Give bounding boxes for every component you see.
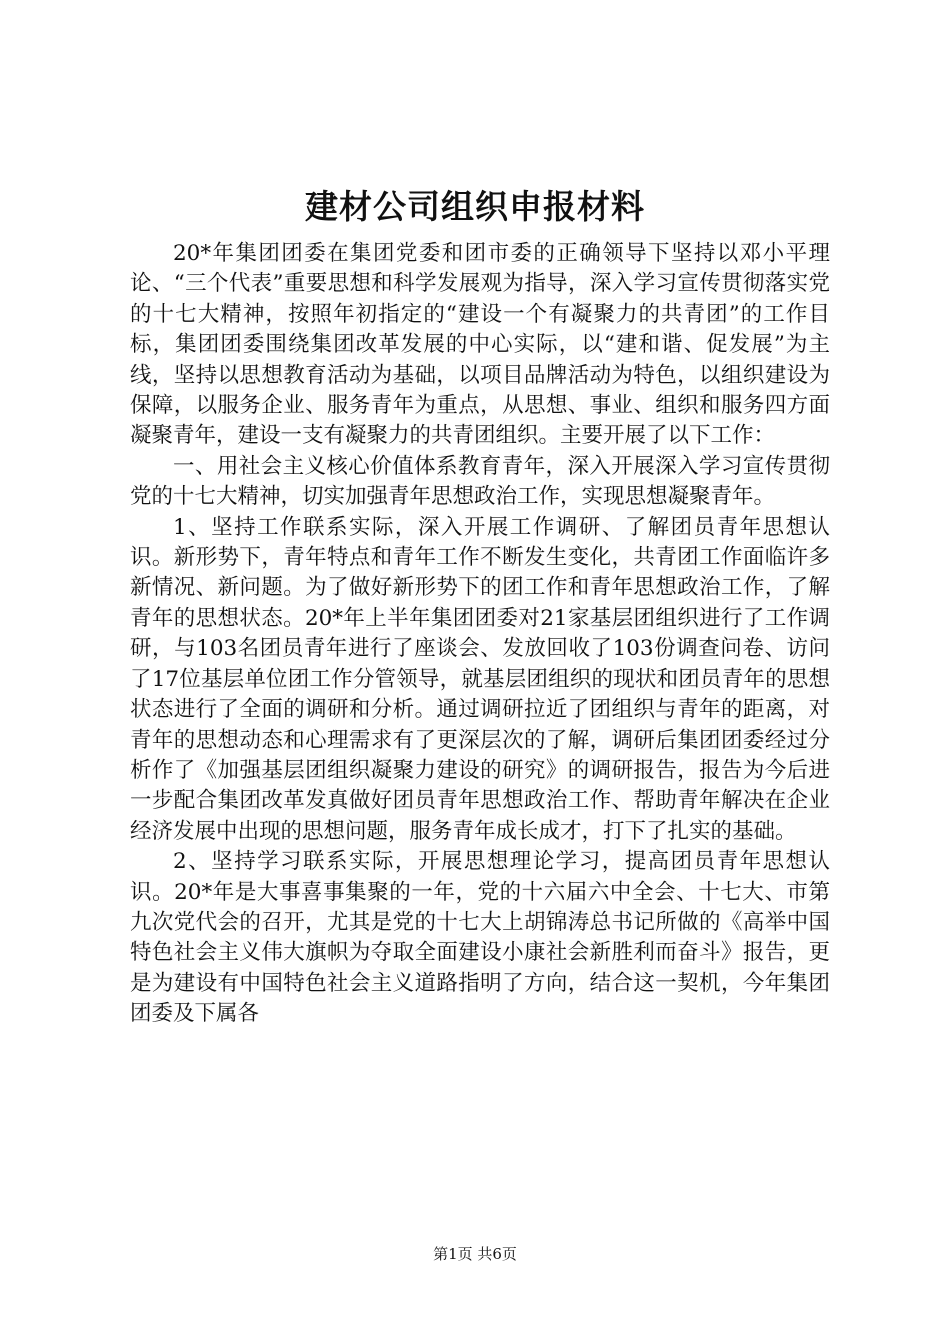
document-title: 建材公司组织申报材料 — [305, 187, 645, 226]
page-number-footer: 第1页 共6页 — [433, 1245, 517, 1263]
document-body — [130, 239, 830, 1030]
paragraph-section-1-heading: 一、用社会主义核心价值体系教育青年，深入开展深入学习宣传贯彻党的十七大精神，切实加强青年思想政治工作，实现思想凝聚青年。 — [130, 453, 830, 510]
paragraph-item-1: 1、坚持工作联系实际，深入开展工作调研、了解团员青年思想认识。新形势下，青年特点和青年工作不断发生变化，共青团工作面临许多新情况、新问题。为了做好新形势下的团工作和青年思想政治工作，了解青年的思想状态。20*年上半年集团团委对21家基层团组织进行了工作调研，与103名团员青年进行了座谈会、发放回收了103份调查问卷、访问了17位基层单位团工作分管领导，就基层团组织的现状和团员青年的思想状态进行了全面的调研和分析。通过调研拉近了团组织与青年的距离，对青年的思想动态和心理需求有了更深层次的了解，调研后集团团委经过分析作了《加强基层团组织凝聚力建设的研究》的调研报告，报告为今后进一步配合集团改革发真做好团员青年思想政治工作、帮助青年解决在企业经济发展中出现的思想问题，服务青年成长成才，打下了扎实的基础。 — [130, 514, 830, 844]
paragraph-intro: 20*年集团团委在集团党委和团市委的正确领导下坚持以邓小平理论、“三个代表”重要思想和科学发展观为指导，深入学习宣传贯彻落实党的十七大精神，按照年初指定的“建设一个有凝聚力的共青团”的工作目标，集团团委围绕集团改革发展的中心实际，以“建和谐、促发展”为主线，坚持以思想教育活动为基础，以项目品牌活动为特色，以组织建设为保障，以服务企业、服务青年为重点，从思想、事业、组织和服务四方面凝聚青年，建设一支有凝聚力的共青团组织。主要开展了以下工作： — [130, 241, 830, 449]
paragraph-item-2: 2、坚持学习联系实际，开展思想理论学习，提高团员青年思想认识。20*年是大事喜事集聚的一年，党的十六届六中全会、十七大、市第九次党代会的召开，尤其是党的十七大上胡锦涛总书记所做的《高举中国特色社会主义伟大旗帜为夺取全面建设小康社会新胜利而奋斗》报告，更是为建设有中国特色社会主义道路指明了方向，结合这一契机，今年集团团委及下属各 — [130, 849, 830, 1027]
